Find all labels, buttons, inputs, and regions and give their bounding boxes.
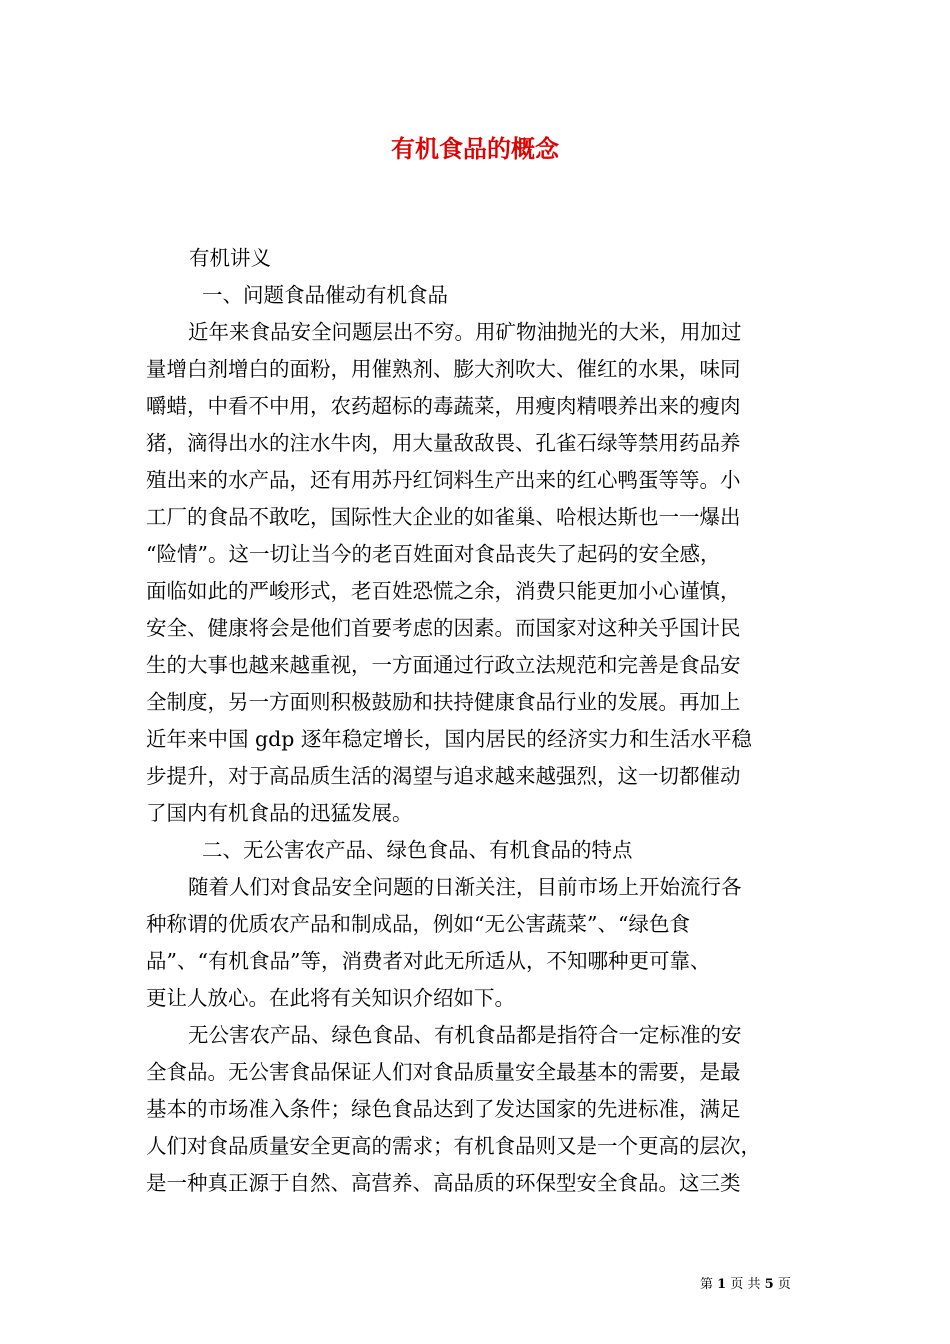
section-heading: 二、无公害农产品、绿色食品、有机食品的特点 xyxy=(202,838,633,862)
paragraph-line: 人们对食品质量安全更高的需求；有机食品则又是一个更高的层次， xyxy=(146,1134,761,1158)
total-pages-number: 5 xyxy=(764,1277,774,1292)
paragraph-line: 猪，滴得出水的注水牛肉，用大量敌敌畏、孔雀石绿等禁用药品养 xyxy=(146,431,741,455)
footer-prefix: 第 xyxy=(700,1277,714,1292)
current-page-number: 1 xyxy=(717,1277,727,1292)
page-title: 有机食品的概念 xyxy=(391,134,559,163)
paragraph-line: 有机讲义 xyxy=(189,246,271,270)
paragraph-line: 量增白剂增白的面粉，用催熟剂、膨大剂吹大、催红的水果，味同 xyxy=(146,357,741,381)
paragraph-line: 全食品。无公害食品保证人们对食品质量安全最基本的需要，是最 xyxy=(146,1060,741,1084)
paragraph-line: 嚼蜡，中看不中用，农药超标的毒蔬菜，用瘦肉精喂养出来的瘦肉 xyxy=(146,394,741,418)
paragraph-line: 全制度，另一方面则积极鼓励和扶持健康食品行业的发展。再加上 xyxy=(146,690,741,714)
paragraph-line: 更让人放心。在此将有关知识介绍如下。 xyxy=(146,986,515,1010)
paragraph-line: 面临如此的严峻形式，老百姓恐慌之余，消费只能更加小心谨慎， xyxy=(146,579,741,603)
paragraph-line: 生的大事也越来越重视，一方面通过行政立法规范和完善是食品安 xyxy=(146,653,741,677)
paragraph-line: 基本的市场准入条件；绿色食品达到了发达国家的先进标准，满足 xyxy=(146,1097,741,1121)
section-heading: 一、问题食品催动有机食品 xyxy=(202,283,448,307)
paragraph-line: 近年来食品安全问题层出不穷。用矿物油抛光的大米，用加过 xyxy=(188,320,742,344)
paragraph-line: 近年来中国 gdp 逐年稳定增长，国内居民的经济实力和生活水平稳 xyxy=(146,727,752,751)
paragraph-line: 无公害农产品、绿色食品、有机食品都是指符合一定标准的安 xyxy=(188,1023,742,1047)
paragraph-line: 品”、“有机食品”等，消费者对此无所适从，不知哪种更可靠、 xyxy=(146,949,711,973)
paragraph-line: 步提升，对于高品质生活的渴望与追求越来越强烈，这一切都催动 xyxy=(146,764,741,788)
paragraph-line: 种称谓的优质农产品和制成品，例如“无公害蔬菜”、“绿色食 xyxy=(146,912,690,936)
paragraph-line: 是一种真正源于自然、高营养、高品质的环保型安全食品。这三类 xyxy=(146,1171,741,1195)
page-footer xyxy=(700,1276,850,1294)
paragraph-line: 随着人们对食品安全问题的日渐关注，目前市场上开始流行各 xyxy=(188,875,742,899)
paragraph-line: 工厂的食品不敢吃，国际性大企业的如雀巢、哈根达斯也一一爆出 xyxy=(146,505,741,529)
paragraph-line: 安全、健康将会是他们首要考虑的因素。而国家对这种关乎国计民 xyxy=(146,616,741,640)
paragraph-line: 了国内有机食品的迅猛发展。 xyxy=(146,801,413,825)
paragraph-line: 殖出来的水产品，还有用苏丹红饲料生产出来的红心鸭蛋等等。小 xyxy=(146,468,741,492)
footer-suffix: 页 xyxy=(777,1277,791,1292)
footer-mid: 页 共 xyxy=(730,1277,761,1292)
paragraph-line: “险情”。这一切让当今的老百姓面对食品丧失了起码的安全感， xyxy=(146,542,721,566)
